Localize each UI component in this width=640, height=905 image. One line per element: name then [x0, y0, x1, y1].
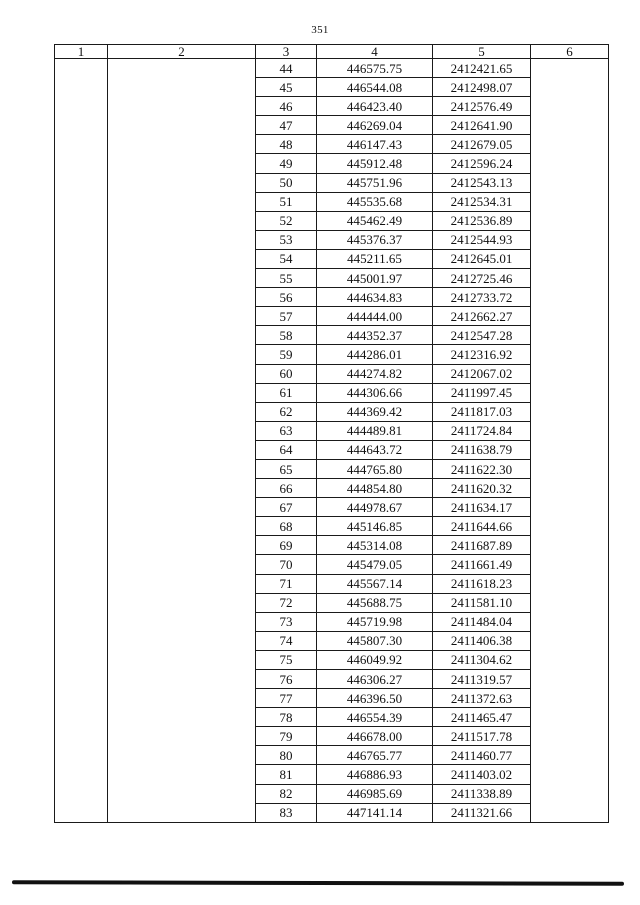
- x-coordinate-cell: 445719.98: [317, 612, 433, 631]
- x-coordinate-cell: 445376.37: [317, 230, 433, 249]
- y-coordinate-cell: 2412641.90: [433, 116, 531, 135]
- x-coordinate-cell: 444444.00: [317, 307, 433, 326]
- x-coordinate-cell: 444854.80: [317, 479, 433, 498]
- x-coordinate-cell: 445807.30: [317, 631, 433, 650]
- x-coordinate-cell: 445479.05: [317, 555, 433, 574]
- point-number-cell: 74: [256, 631, 317, 650]
- y-coordinate-cell: 2411581.10: [433, 593, 531, 612]
- point-number-cell: 60: [256, 364, 317, 383]
- header-col-4: 4: [317, 45, 433, 59]
- y-coordinate-cell: 2411687.89: [433, 536, 531, 555]
- point-number-cell: 66: [256, 479, 317, 498]
- x-coordinate-cell: 446765.77: [317, 746, 433, 765]
- x-coordinate-cell: 445211.65: [317, 249, 433, 268]
- point-number-cell: 67: [256, 498, 317, 517]
- point-number-cell: 77: [256, 689, 317, 708]
- table-row: [55, 59, 609, 78]
- x-coordinate-cell: 446985.69: [317, 784, 433, 803]
- point-number-cell: 71: [256, 574, 317, 593]
- y-coordinate-cell: 2411372.63: [433, 689, 531, 708]
- point-number-cell: 75: [256, 650, 317, 669]
- y-coordinate-cell: 2412662.27: [433, 307, 531, 326]
- point-number-cell: 72: [256, 593, 317, 612]
- x-coordinate-cell: 444286.01: [317, 345, 433, 364]
- x-coordinate-cell: 444643.72: [317, 440, 433, 459]
- y-coordinate-cell: 2412547.28: [433, 326, 531, 345]
- x-coordinate-cell: 445462.49: [317, 211, 433, 230]
- x-coordinate-cell: 445912.48: [317, 154, 433, 173]
- point-number-cell: 68: [256, 517, 317, 536]
- x-coordinate-cell: 446396.50: [317, 689, 433, 708]
- point-number-cell: 64: [256, 440, 317, 459]
- y-coordinate-cell: 2411403.02: [433, 765, 531, 784]
- bottom-rule: [12, 880, 624, 886]
- point-number-cell: 44: [256, 59, 317, 78]
- y-coordinate-cell: 2411338.89: [433, 784, 531, 803]
- y-coordinate-cell: 2411517.78: [433, 727, 531, 746]
- col-6-cell: [531, 59, 609, 823]
- y-coordinate-cell: 2411638.79: [433, 440, 531, 459]
- point-number-cell: 81: [256, 765, 317, 784]
- y-coordinate-cell: 2412421.65: [433, 59, 531, 78]
- y-coordinate-cell: 2411724.84: [433, 421, 531, 440]
- point-number-cell: 59: [256, 345, 317, 364]
- x-coordinate-cell: 444274.82: [317, 364, 433, 383]
- y-coordinate-cell: 2411634.17: [433, 498, 531, 517]
- point-number-cell: 53: [256, 230, 317, 249]
- y-coordinate-cell: 2412316.92: [433, 345, 531, 364]
- x-coordinate-cell: 445001.97: [317, 269, 433, 288]
- y-coordinate-cell: 2411644.66: [433, 517, 531, 536]
- x-coordinate-cell: 444306.66: [317, 383, 433, 402]
- x-coordinate-cell: 444765.80: [317, 459, 433, 478]
- point-number-cell: 56: [256, 288, 317, 307]
- point-number-cell: 52: [256, 211, 317, 230]
- header-col-5: 5: [433, 45, 531, 59]
- point-number-cell: 76: [256, 670, 317, 689]
- x-coordinate-cell: 445535.68: [317, 192, 433, 211]
- x-coordinate-cell: 444978.67: [317, 498, 433, 517]
- table-header: [55, 45, 609, 59]
- x-coordinate-cell: 446269.04: [317, 116, 433, 135]
- x-coordinate-cell: 445314.08: [317, 536, 433, 555]
- y-coordinate-cell: 2412679.05: [433, 135, 531, 154]
- x-coordinate-cell: 446886.93: [317, 765, 433, 784]
- point-number-cell: 82: [256, 784, 317, 803]
- point-number-cell: 57: [256, 307, 317, 326]
- table-body: [55, 59, 609, 823]
- y-coordinate-cell: 2411460.77: [433, 746, 531, 765]
- header-col-3: 3: [256, 45, 317, 59]
- x-coordinate-cell: 446423.40: [317, 97, 433, 116]
- point-number-cell: 51: [256, 192, 317, 211]
- page-number: 351: [311, 24, 329, 36]
- header-col-6: 6: [531, 45, 609, 59]
- y-coordinate-cell: 2412498.07: [433, 78, 531, 97]
- x-coordinate-cell: 444369.42: [317, 402, 433, 421]
- point-number-cell: 54: [256, 249, 317, 268]
- y-coordinate-cell: 2412576.49: [433, 97, 531, 116]
- coordinates-table: [54, 44, 609, 823]
- x-coordinate-cell: 446544.08: [317, 78, 433, 97]
- col-1-cell: [55, 59, 108, 823]
- x-coordinate-cell: 444352.37: [317, 326, 433, 345]
- y-coordinate-cell: 2412534.31: [433, 192, 531, 211]
- point-number-cell: 73: [256, 612, 317, 631]
- x-coordinate-cell: 446554.39: [317, 708, 433, 727]
- x-coordinate-cell: 445567.14: [317, 574, 433, 593]
- point-number-cell: 58: [256, 326, 317, 345]
- y-coordinate-cell: 2412544.93: [433, 230, 531, 249]
- y-coordinate-cell: 2411319.57: [433, 670, 531, 689]
- point-number-cell: 70: [256, 555, 317, 574]
- point-number-cell: 48: [256, 135, 317, 154]
- header-row: [55, 45, 609, 59]
- col-2-cell: [108, 59, 256, 823]
- y-coordinate-cell: 2411620.32: [433, 479, 531, 498]
- y-coordinate-cell: 2412067.02: [433, 364, 531, 383]
- y-coordinate-cell: 2411406.38: [433, 631, 531, 650]
- x-coordinate-cell: 446049.92: [317, 650, 433, 669]
- x-coordinate-cell: 446575.75: [317, 59, 433, 78]
- y-coordinate-cell: 2412725.46: [433, 269, 531, 288]
- x-coordinate-cell: 444634.83: [317, 288, 433, 307]
- y-coordinate-cell: 2412596.24: [433, 154, 531, 173]
- y-coordinate-cell: 2411622.30: [433, 459, 531, 478]
- x-coordinate-cell: 447141.14: [317, 803, 433, 822]
- x-coordinate-cell: 445146.85: [317, 517, 433, 536]
- y-coordinate-cell: 2411321.66: [433, 803, 531, 822]
- point-number-cell: 46: [256, 97, 317, 116]
- x-coordinate-cell: 446306.27: [317, 670, 433, 689]
- y-coordinate-cell: 2412536.89: [433, 211, 531, 230]
- point-number-cell: 80: [256, 746, 317, 765]
- x-coordinate-cell: 444489.81: [317, 421, 433, 440]
- point-number-cell: 49: [256, 154, 317, 173]
- point-number-cell: 47: [256, 116, 317, 135]
- point-number-cell: 62: [256, 402, 317, 421]
- point-number-cell: 79: [256, 727, 317, 746]
- point-number-cell: 65: [256, 459, 317, 478]
- y-coordinate-cell: 2411997.45: [433, 383, 531, 402]
- x-coordinate-cell: 445751.96: [317, 173, 433, 192]
- y-coordinate-cell: 2412645.01: [433, 249, 531, 268]
- point-number-cell: 45: [256, 78, 317, 97]
- point-number-cell: 83: [256, 803, 317, 822]
- y-coordinate-cell: 2411304.62: [433, 650, 531, 669]
- point-number-cell: 55: [256, 269, 317, 288]
- header-col-1: 1: [55, 45, 108, 59]
- y-coordinate-cell: 2412543.13: [433, 173, 531, 192]
- y-coordinate-cell: 2411465.47: [433, 708, 531, 727]
- point-number-cell: 78: [256, 708, 317, 727]
- point-number-cell: 61: [256, 383, 317, 402]
- y-coordinate-cell: 2412733.72: [433, 288, 531, 307]
- point-number-cell: 69: [256, 536, 317, 555]
- y-coordinate-cell: 2411817.03: [433, 402, 531, 421]
- header-col-2: 2: [108, 45, 256, 59]
- x-coordinate-cell: 446678.00: [317, 727, 433, 746]
- y-coordinate-cell: 2411484.04: [433, 612, 531, 631]
- x-coordinate-cell: 446147.43: [317, 135, 433, 154]
- y-coordinate-cell: 2411618.23: [433, 574, 531, 593]
- y-coordinate-cell: 2411661.49: [433, 555, 531, 574]
- point-number-cell: 63: [256, 421, 317, 440]
- point-number-cell: 50: [256, 173, 317, 192]
- x-coordinate-cell: 445688.75: [317, 593, 433, 612]
